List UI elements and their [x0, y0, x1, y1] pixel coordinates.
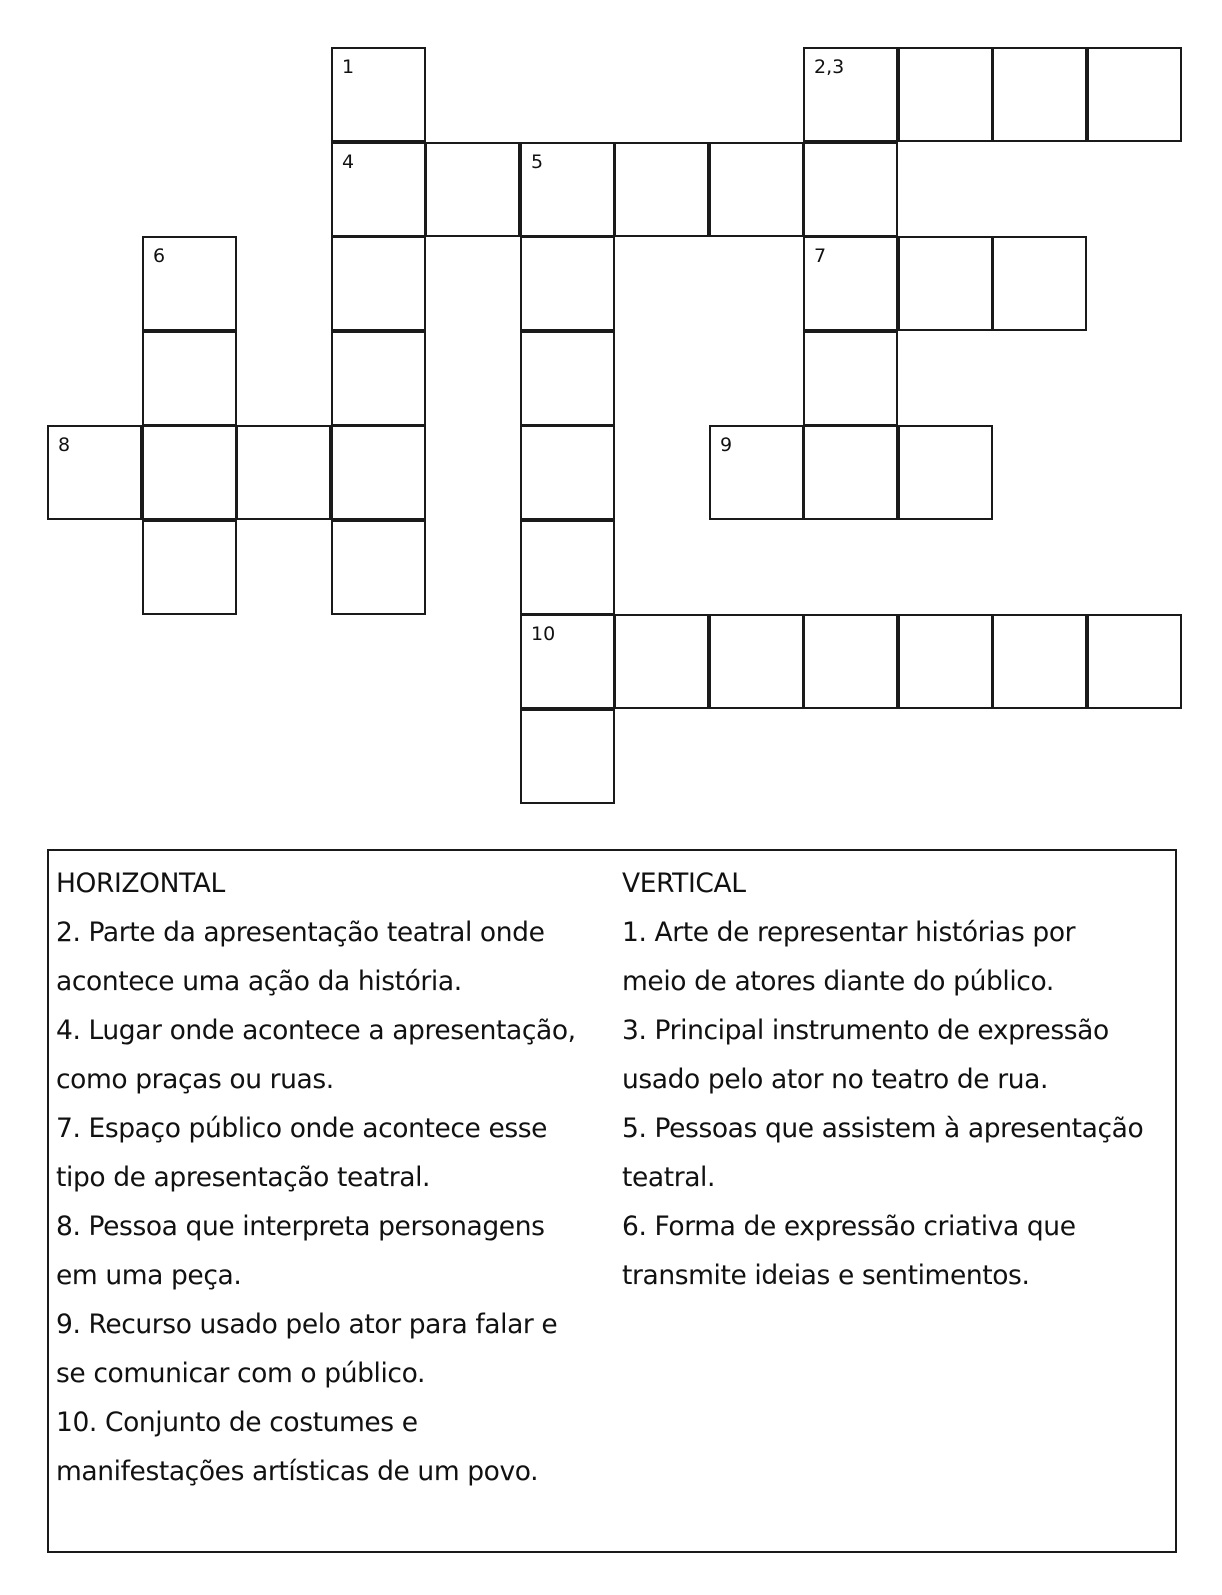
- crossword-cell[interactable]: [898, 236, 993, 331]
- crossword-cell[interactable]: [331, 47, 426, 142]
- crossword-cell[interactable]: [1087, 614, 1182, 709]
- clue-number: 6: [153, 245, 166, 267]
- crossword-cell[interactable]: [331, 425, 426, 520]
- crossword-cell[interactable]: [614, 142, 709, 237]
- horizontal-clue-line: 2. Parte da apresentação teatral onde: [56, 917, 545, 948]
- vertical-clue-line: 6. Forma de expressão criativa que: [622, 1211, 1076, 1242]
- crossword-cell[interactable]: [709, 425, 804, 520]
- crossword-cell[interactable]: [992, 236, 1087, 331]
- crossword-cell[interactable]: [614, 614, 709, 709]
- vertical-clue-line: meio de atores diante do público.: [622, 966, 1054, 997]
- crossword-cell[interactable]: [803, 425, 898, 520]
- vertical-heading: VERTICAL: [622, 868, 746, 899]
- crossword-cell[interactable]: [331, 520, 426, 615]
- horizontal-clue-line: 7. Espaço público onde acontece esse: [56, 1113, 548, 1144]
- horizontal-clue-line: se comunicar com o público.: [56, 1358, 425, 1389]
- crossword-cell[interactable]: [1087, 47, 1182, 142]
- horizontal-clue-line: como praças ou ruas.: [56, 1064, 334, 1095]
- clue-number: 4: [342, 151, 355, 173]
- crossword-cell[interactable]: [992, 47, 1087, 142]
- clue-number: 10: [531, 623, 556, 645]
- crossword-cell[interactable]: [331, 331, 426, 426]
- vertical-clues: [622, 859, 1177, 1300]
- crossword-cell[interactable]: [142, 331, 237, 426]
- crossword-cell[interactable]: [47, 425, 142, 520]
- crossword-cell[interactable]: [520, 331, 615, 426]
- horizontal-clue-line: 4. Lugar onde acontece a apresentação,: [56, 1015, 576, 1046]
- clue-number: 9: [720, 434, 733, 456]
- crossword-cell[interactable]: [142, 236, 237, 331]
- vertical-clue-line: 1. Arte de representar histórias por: [622, 917, 1076, 948]
- clue-number: 2,3: [814, 56, 845, 78]
- horizontal-heading: HORIZONTAL: [56, 868, 225, 899]
- horizontal-clue-line: 9. Recurso usado pelo ator para falar e: [56, 1309, 558, 1340]
- crossword-cell[interactable]: [520, 520, 615, 615]
- crossword-cell[interactable]: [331, 142, 426, 237]
- horizontal-clues: [56, 859, 616, 1496]
- horizontal-clue-line: 10. Conjunto de costumes e: [56, 1407, 418, 1438]
- vertical-clue-line: transmite ideias e sentimentos.: [622, 1260, 1030, 1291]
- horizontal-clue-line: tipo de apresentação teatral.: [56, 1162, 431, 1193]
- horizontal-clue-line: em uma peça.: [56, 1260, 242, 1291]
- crossword-cell[interactable]: [331, 236, 426, 331]
- vertical-clue-line: teatral.: [622, 1162, 716, 1193]
- clue-number: 8: [58, 434, 71, 456]
- clue-number: 7: [814, 245, 827, 267]
- crossword-cell[interactable]: [803, 236, 898, 331]
- vertical-clue-line: usado pelo ator no teatro de rua.: [622, 1064, 1048, 1095]
- vertical-clue-line: 3. Principal instrumento de expressão: [622, 1015, 1109, 1046]
- clue-number: 1: [342, 56, 355, 78]
- crossword-cell[interactable]: [520, 142, 615, 237]
- crossword-cell[interactable]: [992, 614, 1087, 709]
- horizontal-clue-line: acontece uma ação da história.: [56, 966, 462, 997]
- crossword-cell[interactable]: [803, 47, 898, 142]
- crossword-cell[interactable]: [236, 425, 331, 520]
- crossword-cell[interactable]: [425, 142, 520, 237]
- horizontal-clue-line: manifestações artísticas de um povo.: [56, 1456, 539, 1487]
- crossword-cell[interactable]: [142, 425, 237, 520]
- vertical-clue-line: 5. Pessoas que assistem à apresentação: [622, 1113, 1144, 1144]
- crossword-cell[interactable]: [520, 709, 615, 804]
- crossword-cell[interactable]: [520, 425, 615, 520]
- crossword-cell[interactable]: [803, 142, 898, 237]
- horizontal-clue-line: 8. Pessoa que interpreta personagens: [56, 1211, 545, 1242]
- crossword-cell[interactable]: [520, 614, 615, 709]
- clues-box: [47, 849, 1177, 1553]
- crossword-cell[interactable]: [898, 425, 993, 520]
- crossword-cell[interactable]: [803, 614, 898, 709]
- crossword-cell[interactable]: [803, 331, 898, 426]
- crossword-cell[interactable]: [520, 236, 615, 331]
- crossword-cell[interactable]: [898, 614, 993, 709]
- crossword-cell[interactable]: [709, 142, 804, 237]
- crossword-cell[interactable]: [709, 614, 804, 709]
- crossword-cell[interactable]: [142, 520, 237, 615]
- crossword-cell[interactable]: [898, 47, 993, 142]
- clue-number: 5: [531, 151, 544, 173]
